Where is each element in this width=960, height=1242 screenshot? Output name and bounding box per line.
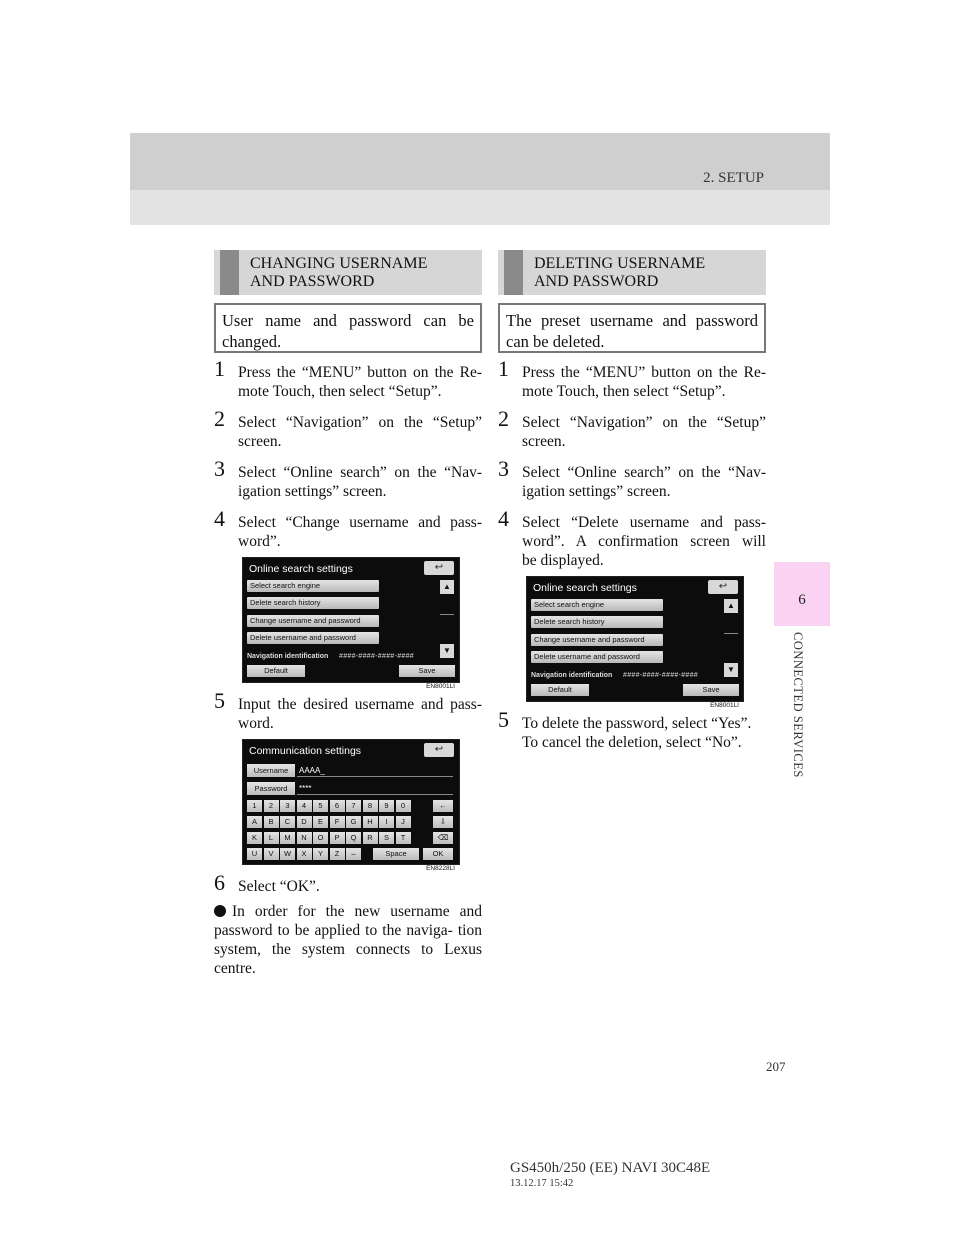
keyboard-key[interactable]: 5 bbox=[313, 800, 328, 812]
keyboard-key[interactable]: E bbox=[313, 816, 328, 828]
select-search-engine-button[interactable]: Select search engine bbox=[531, 599, 663, 611]
username-field[interactable]: AAAA_ bbox=[297, 764, 453, 777]
step: 3 Select “Online search” on the “Nav- igation settings” screen. bbox=[498, 456, 766, 500]
default-button[interactable]: Default bbox=[531, 684, 589, 696]
keyboard-key[interactable]: ⌫ bbox=[433, 832, 453, 844]
screen-title: Online search settings bbox=[249, 563, 353, 575]
default-button[interactable]: Default bbox=[247, 665, 305, 677]
back-icon[interactable]: ↩ bbox=[424, 561, 454, 575]
scroll-down-icon[interactable]: ▼ bbox=[724, 663, 738, 677]
keyboard-key[interactable]: Y bbox=[313, 848, 328, 860]
password-field[interactable]: **** bbox=[297, 782, 453, 795]
chapter-title: CONNECTED SERVICES bbox=[791, 632, 805, 778]
keyboard-key[interactable]: 2 bbox=[264, 800, 279, 812]
keyboard-key[interactable]: 0 bbox=[396, 800, 411, 812]
online-search-screenshot bbox=[242, 557, 460, 690]
nav-id-value: ####-####-####-#### bbox=[339, 653, 414, 660]
scroll-down-icon[interactable]: ▼ bbox=[440, 644, 454, 658]
keyboard-key[interactable]: U bbox=[247, 848, 262, 860]
bullet-icon bbox=[214, 905, 226, 917]
heading-bar bbox=[504, 250, 523, 295]
space-key[interactable]: Space bbox=[373, 848, 419, 860]
delete-search-history-button[interactable]: Delete search history bbox=[531, 616, 663, 628]
scroll-indicator bbox=[440, 614, 454, 615]
keyboard-key[interactable]: O bbox=[313, 832, 328, 844]
select-search-engine-button[interactable]: Select search engine bbox=[247, 580, 379, 592]
keyboard-key[interactable]: 4 bbox=[297, 800, 312, 812]
nav-id-value: ####-####-####-#### bbox=[623, 672, 698, 679]
step: 2 Select “Navigation” on the “Setup” screen. bbox=[498, 406, 766, 450]
keyboard-key[interactable]: X bbox=[297, 848, 312, 860]
step: 4 Select “Change username and pass- word”. bbox=[214, 506, 482, 550]
step: 1 Press the “MENU” button on the Re- mote Touch, then select “Setup”. bbox=[214, 356, 482, 400]
keyboard-key[interactable]: G bbox=[346, 816, 361, 828]
keyboard-key[interactable]: L bbox=[264, 832, 279, 844]
scroll-up-icon[interactable]: ▲ bbox=[440, 580, 454, 594]
step: 1 Press the “MENU” button on the Re- mote Touch, then select “Setup”. bbox=[498, 356, 766, 400]
keyboard-key[interactable]: 6 bbox=[330, 800, 345, 812]
model-code: GS450h/250 (EE) NAVI 30C48E bbox=[510, 1160, 711, 1176]
heading-text: DELETING USERNAME AND PASSWORD bbox=[534, 255, 706, 290]
ok-button[interactable]: OK bbox=[423, 848, 453, 860]
chapter-tab: 6 bbox=[774, 562, 830, 626]
step: 6 Select “OK”. bbox=[214, 870, 320, 895]
keyboard-key[interactable]: J bbox=[396, 816, 411, 828]
keyboard-key[interactable]: Q bbox=[346, 832, 361, 844]
keyboard-key[interactable]: 8 bbox=[363, 800, 378, 812]
keyboard-key[interactable]: M bbox=[280, 832, 295, 844]
keyboard-key[interactable]: C bbox=[280, 816, 295, 828]
print-date: 13.12.17 15:42 bbox=[510, 1178, 574, 1189]
keyboard-key[interactable]: R bbox=[363, 832, 378, 844]
keyboard-key[interactable]: ← bbox=[433, 800, 453, 812]
keyboard-key[interactable]: N bbox=[297, 832, 312, 844]
section-heading bbox=[498, 250, 766, 295]
keyboard-key[interactable]: V bbox=[264, 848, 279, 860]
section-label: 2. SETUP bbox=[703, 170, 764, 186]
delete-username-button[interactable]: Delete username and password bbox=[247, 632, 379, 644]
keyboard-key[interactable]: – bbox=[346, 848, 361, 860]
step: 3 Select “Online search” on the “Nav- igation settings” screen. bbox=[214, 456, 482, 500]
keyboard-key[interactable]: A bbox=[247, 816, 262, 828]
intro-box: The preset username and password can be deleted. bbox=[498, 303, 766, 353]
header-subband bbox=[130, 190, 830, 225]
keyboard-key[interactable]: T bbox=[396, 832, 411, 844]
keyboard-key[interactable]: 3 bbox=[280, 800, 295, 812]
step: 5 Input the desired username and pass- word. bbox=[214, 688, 482, 732]
back-icon[interactable]: ↩ bbox=[424, 743, 454, 757]
keyboard-key[interactable]: ⇩ bbox=[433, 816, 453, 828]
keyboard-key[interactable]: 1 bbox=[247, 800, 262, 812]
username-label[interactable]: Username bbox=[247, 764, 295, 777]
change-username-button[interactable]: Change username and password bbox=[531, 634, 663, 646]
delete-username-button[interactable]: Delete username and password bbox=[531, 651, 663, 663]
nav-id-label: Navigation identification bbox=[247, 653, 329, 660]
keyboard-key[interactable]: B bbox=[264, 816, 279, 828]
delete-search-history-button[interactable]: Delete search history bbox=[247, 597, 379, 609]
scroll-indicator bbox=[724, 633, 738, 634]
right-column bbox=[498, 250, 766, 764]
back-icon[interactable]: ↩ bbox=[708, 580, 738, 594]
step: 5 To delete the password, select “Yes”. To cancel the deletion, select “No”. bbox=[498, 707, 752, 751]
step: 2 Select “Navigation” on the “Setup” screen. bbox=[214, 406, 482, 450]
change-username-button[interactable]: Change username and password bbox=[247, 615, 379, 627]
heading-text: CHANGING USERNAME AND PASSWORD bbox=[250, 255, 428, 290]
bullet-note: In order for the new username and password to be applied to the naviga- tion system, the system connects to Lexus centre. bbox=[214, 903, 482, 977]
nav-id-label: Navigation identification bbox=[531, 672, 613, 679]
keyboard-key[interactable]: D bbox=[297, 816, 312, 828]
keyboard-key[interactable]: S bbox=[379, 832, 394, 844]
online-search-screenshot bbox=[526, 576, 744, 709]
figure-code: EN8228LI bbox=[426, 865, 455, 872]
keyboard-key[interactable]: H bbox=[363, 816, 378, 828]
figure-code: EN8001LI bbox=[710, 702, 739, 709]
keyboard-key[interactable]: Z bbox=[330, 848, 345, 860]
step: 4 Select “Delete username and pass- word”. A confirmation screen will be displayed. bbox=[498, 506, 766, 569]
keyboard-key[interactable]: I bbox=[379, 816, 394, 828]
intro-box: User name and password can be changed. bbox=[214, 303, 482, 353]
screen-title: Communication settings bbox=[249, 745, 362, 757]
keyboard-key[interactable]: P bbox=[330, 832, 345, 844]
left-column bbox=[214, 250, 482, 978]
keyboard-key[interactable]: F bbox=[330, 816, 345, 828]
page-number: 207 bbox=[766, 1059, 786, 1074]
screen-title: Online search settings bbox=[533, 582, 637, 594]
keyboard-key[interactable]: W bbox=[280, 848, 295, 860]
save-button[interactable]: Save bbox=[683, 684, 739, 696]
save-button[interactable]: Save bbox=[399, 665, 455, 677]
section-heading bbox=[214, 250, 482, 295]
keyboard-key[interactable]: 7 bbox=[346, 800, 361, 812]
heading-bar bbox=[220, 250, 239, 295]
scroll-up-icon[interactable]: ▲ bbox=[724, 599, 738, 613]
communication-settings-screenshot bbox=[242, 739, 460, 872]
password-label[interactable]: Password bbox=[247, 782, 295, 795]
keyboard-key[interactable]: K bbox=[247, 832, 262, 844]
figure-code: EN8001LI bbox=[426, 683, 455, 690]
keyboard-key[interactable]: 9 bbox=[379, 800, 394, 812]
